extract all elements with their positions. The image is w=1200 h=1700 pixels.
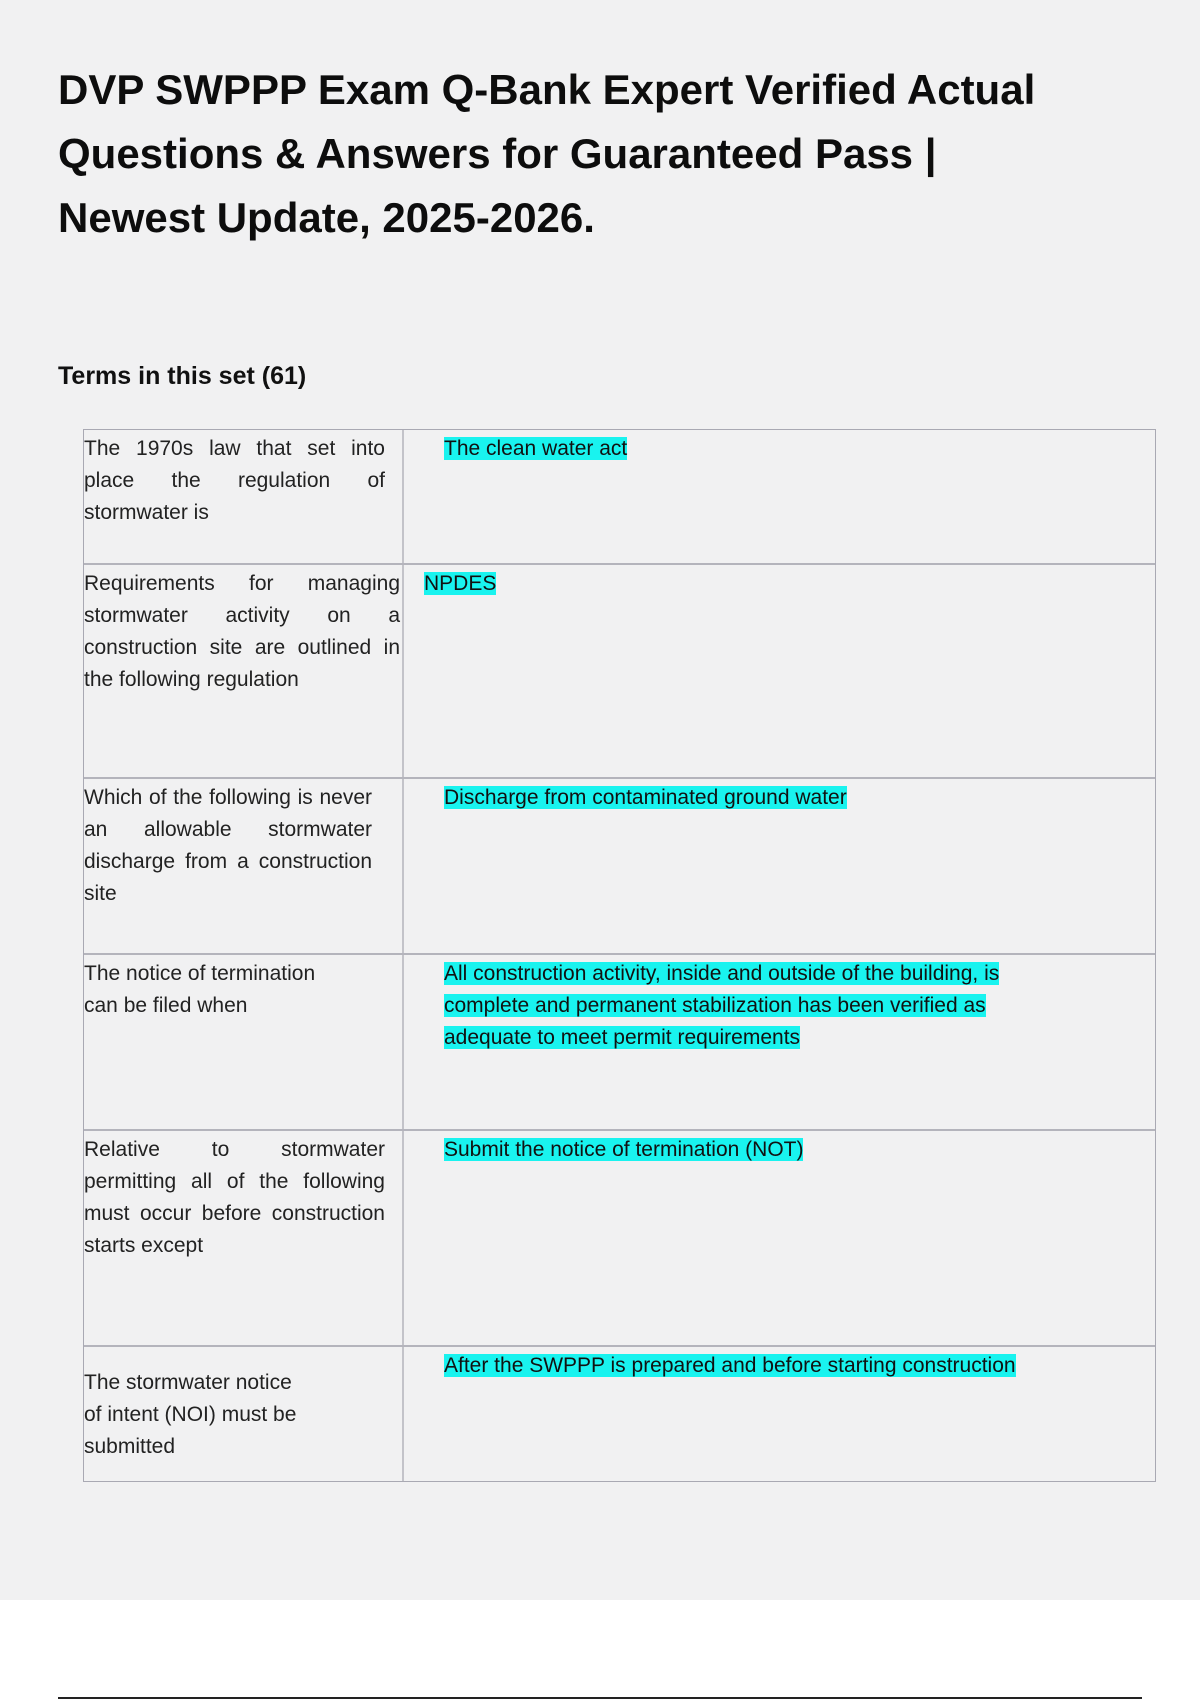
term-row [84, 955, 1155, 1131]
answer-highlight: After the SWPPP is prepared and before starting construction [444, 1354, 1016, 1377]
term-question: Which of the following is never an allowable stormwater discharge from a construction site [84, 779, 404, 953]
term-answer [404, 565, 1155, 777]
term-row [84, 565, 1155, 779]
term-row [84, 779, 1155, 955]
answer-highlight: Submit the notice of termination (NOT) [444, 1138, 804, 1161]
answer-highlight: All construction activity, inside and outside of the building, is complete and permanent stabilization has been verified as adequate to meet permit requirements [444, 962, 1000, 1049]
term-answer [404, 1131, 1155, 1345]
term-answer [404, 779, 1155, 953]
term-question: The 1970s law that set into place the regulation of stormwater is [84, 430, 404, 563]
answer-highlight: NPDES [424, 572, 497, 595]
term-row [84, 1347, 1155, 1481]
term-question: The notice of termination can be filed when [84, 955, 404, 1129]
answer-highlight: Discharge from contaminated ground water [444, 786, 847, 809]
term-answer [404, 1347, 1155, 1481]
terms-table [83, 429, 1156, 1482]
answer-highlight: The clean water act [444, 437, 628, 460]
term-answer [404, 955, 1155, 1129]
term-question: Requirements for managing stormwater activity on a construction site are outlined in the following regulation [84, 565, 404, 777]
term-question: Relative to stormwater permitting all of the following must occur before construction starts except [84, 1131, 404, 1345]
term-answer [404, 430, 1155, 563]
document-title: DVP SWPPP Exam Q-Bank Expert Verified Actual Questions & Answers for Guaranteed Pass | Newest Update, 2025-2026. [58, 66, 1036, 241]
terms-count-heading: Terms in this set (61) [58, 362, 307, 390]
term-question: The stormwater notice of intent (NOI) must be submitted [84, 1347, 404, 1481]
term-row [84, 1131, 1155, 1347]
footer-rule [58, 1697, 1142, 1699]
term-row [84, 430, 1155, 565]
